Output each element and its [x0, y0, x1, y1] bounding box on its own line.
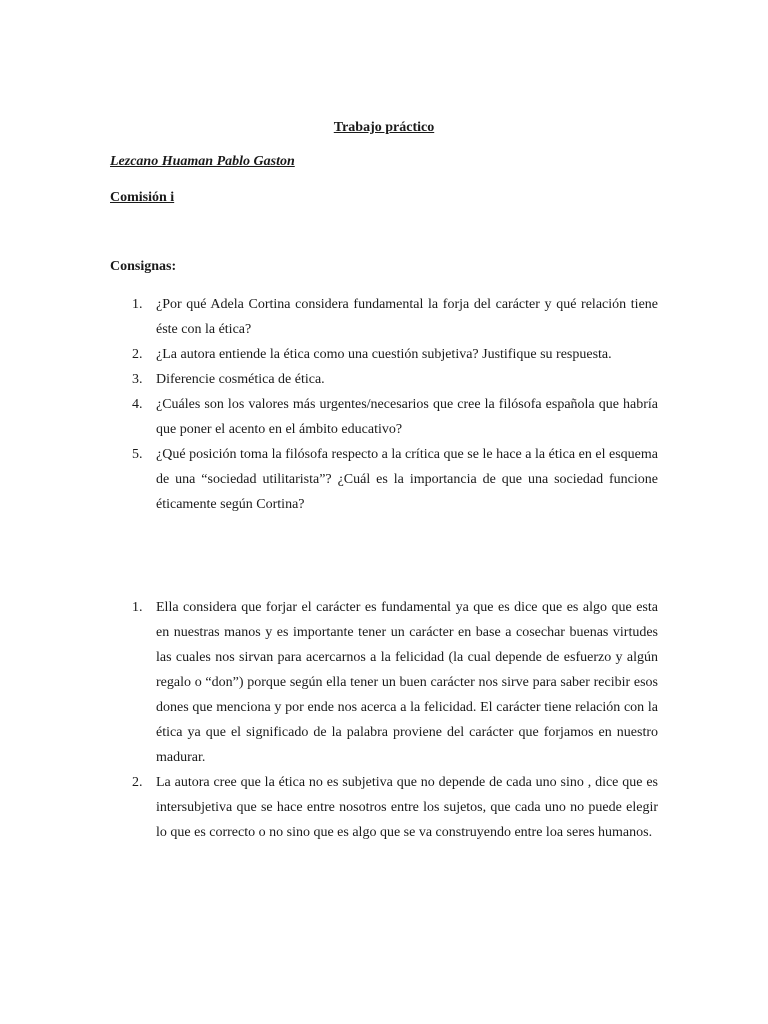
question-text: ¿Por qué Adela Cortina considera fundamental la forja del carácter y qué relación tiene éste con la ética?: [156, 297, 658, 337]
answer-item: [110, 595, 658, 770]
answer-text: La autora cree que la ética no es subjetiva que no depende de cada uno sino , dice que es intersubjetiva que se hace entre nosotros entre los sujetos, que cada uno no puede elegir lo que es correcto o no sino que es algo que se va construyendo entre loa seres humanos.: [156, 775, 658, 840]
answer-item: [110, 770, 658, 845]
question-number: 5.: [132, 447, 143, 462]
answer-number: 2.: [132, 775, 143, 790]
questions-list: [110, 292, 658, 517]
document-title: Trabajo práctico: [333, 120, 435, 135]
question-text: ¿Cuáles son los valores más urgentes/necesarios que cree la filósofa española que habría que poner el acento en el ámbito educativo?: [156, 397, 658, 437]
answers-list: [110, 595, 658, 845]
question-item: [110, 367, 658, 392]
question-text: Diferencie cosmética de ética.: [156, 372, 325, 387]
answer-text: Ella considera que forjar el carácter es fundamental ya que es dice que es algo que esta en nuestras manos y es importante tener un carácter en base a cosechar buenas virtudes las cuales nos sirvan para acercarnos a la felicidad (la cual depende de esfuerzo y algún regalo o “don”) porque según ella tener un buen carácter nos sirve para saber recibir esos dones que menciona y por ende nos acerca a la felicidad. El carácter tiene relación con la ética ya que el significado de la palabra proviene del carácter que forjamos en nuestro madurar.: [156, 600, 658, 765]
question-number: 4.: [132, 397, 143, 412]
question-number: 2.: [132, 347, 143, 362]
commission-label: Comisión i: [110, 190, 175, 205]
question-number: 3.: [132, 372, 143, 387]
question-text: ¿Qué posición toma la filósofa respecto a la crítica que se le hace a la ética en el esquema de una “sociedad utilitarista”? ¿Cuál es la importancia de que una sociedad funcione éticamente según Cortina?: [156, 447, 658, 512]
answer-number: 1.: [132, 600, 143, 615]
consignas-heading: Consignas:: [110, 259, 177, 274]
question-item: [110, 292, 658, 342]
question-text: ¿La autora entiende la ética como una cuestión subjetiva? Justifique su respuesta.: [156, 347, 612, 362]
question-item: [110, 342, 658, 367]
question-item: [110, 392, 658, 442]
author-name: Lezcano Huaman Pablo Gaston: [110, 154, 295, 169]
question-number: 1.: [132, 297, 143, 312]
question-item: [110, 442, 658, 517]
